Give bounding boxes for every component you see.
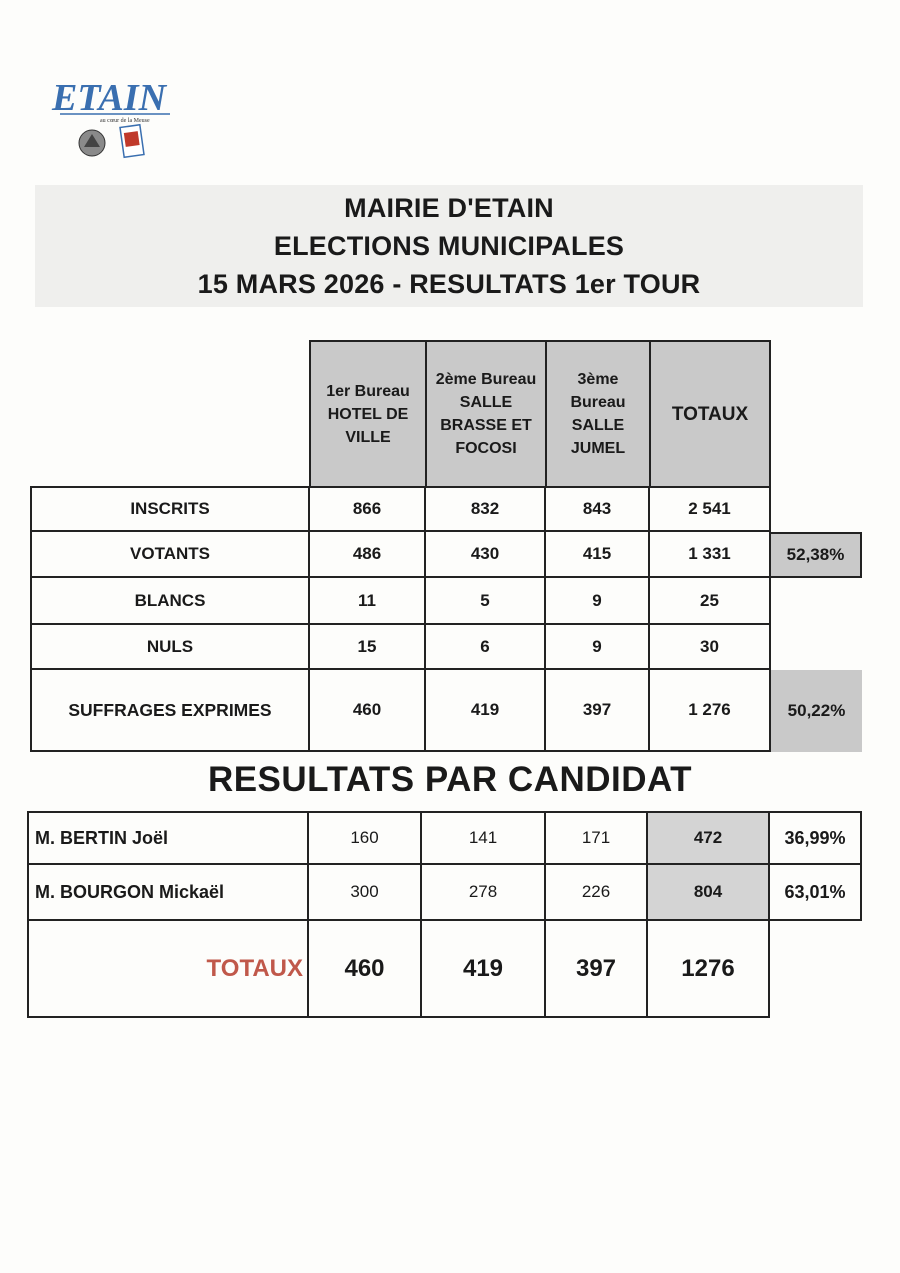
- row-label-blancs: BLANCS: [134, 590, 206, 610]
- table-cell: 5: [480, 590, 490, 610]
- row-label-suffrages-exprimes: SUFFRAGES EXPRIMES: [68, 699, 272, 720]
- total-cell: 397: [575, 954, 617, 982]
- candidate-percentage: 63,01%: [784, 881, 846, 902]
- table-cell: 486: [352, 544, 382, 563]
- table-cell: 171: [581, 828, 611, 847]
- row-label-inscrits: INSCRITS: [130, 499, 210, 518]
- title-elections: ELECTIONS MUNICIPALES: [273, 231, 625, 261]
- title-band: [35, 185, 863, 307]
- totaux-label: TOTAUX: [206, 954, 303, 982]
- table-cell: 11: [358, 590, 376, 610]
- etain-logo: [50, 68, 180, 163]
- table-cell: 9: [592, 636, 602, 656]
- table-cell: 6: [480, 636, 490, 656]
- table-cell-total: 25: [700, 590, 719, 610]
- table-cell: 397: [582, 700, 612, 719]
- candidate-name-bourgon: M. BOURGON Mickaël: [35, 881, 225, 902]
- table-cell: 832: [470, 499, 500, 518]
- row-label-votants: VOTANTS: [130, 544, 210, 563]
- candidate-name-bertin: M. BERTIN Joël: [35, 827, 169, 848]
- table-cell-total: 2 541: [688, 499, 731, 518]
- col-header-bureau-2: 2ème Bureau SALLE BRASSE ET FOCOSI: [425, 340, 547, 488]
- logo-motto: au cœur de la Meuse: [100, 118, 150, 124]
- total-cell: 419: [462, 954, 504, 982]
- row-label-nuls: NULS: [146, 636, 194, 656]
- table-cell: 866: [352, 499, 382, 518]
- total-cell: 460: [344, 954, 385, 982]
- grand-total-cell: 1276: [681, 954, 735, 982]
- col-header-bureau-3: 3ème Bureau SALLE JUMEL: [545, 340, 651, 488]
- table-cell: 430: [470, 544, 500, 563]
- table-cell: 141: [468, 828, 498, 847]
- results-by-candidate-title: RESULTATS PAR CANDIDAT: [207, 760, 693, 799]
- table-cell: 843: [582, 499, 612, 518]
- exprimes-percentage: 50,22%: [771, 670, 862, 752]
- candidate-percentage: 36,99%: [784, 827, 846, 848]
- title-mairie: MAIRIE D'ETAIN: [344, 193, 554, 223]
- col-header-bureau-1: 1er Bureau HOTEL DE VILLE: [309, 340, 427, 488]
- table-cell: 278: [468, 882, 498, 901]
- table-cell-total: 1 276: [688, 700, 731, 719]
- title-date-results: 15 MARS 2026 - RESULTATS 1er TOUR: [197, 269, 701, 299]
- table-cell: 300: [350, 882, 379, 901]
- table-cell: 460: [352, 700, 382, 719]
- col-header-totaux: TOTAUX: [649, 340, 771, 488]
- logo-wordmark: ETAIN: [52, 77, 167, 119]
- table-cell: 9: [592, 590, 602, 610]
- table-cell: 419: [470, 700, 500, 719]
- table-cell-total: 1 331: [688, 544, 731, 563]
- table-cell: 15: [357, 636, 377, 656]
- candidate-total: 472: [648, 813, 768, 863]
- table-cell: 226: [581, 882, 611, 901]
- table-cell: 160: [350, 828, 379, 847]
- candidate-total: 804: [648, 865, 768, 919]
- votants-percentage: 52,38%: [769, 532, 862, 578]
- table-cell-total: 30: [700, 636, 719, 656]
- table-cell: 415: [582, 544, 612, 563]
